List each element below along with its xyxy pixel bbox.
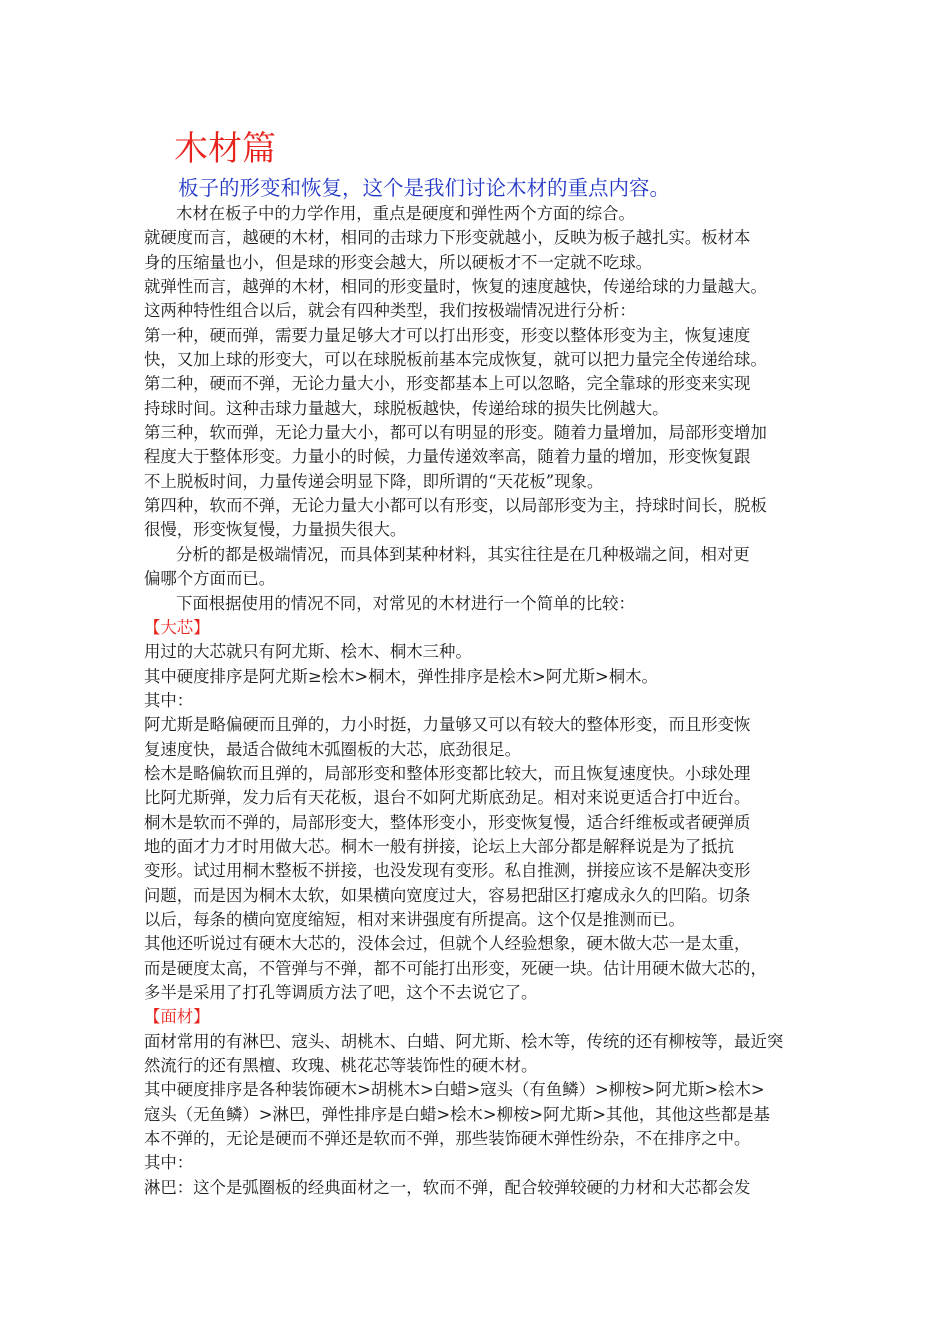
paragraph-line: 桧木是略偏软而且弹的，局部形变和整体形变都比较大，而且恢复速度快。小球处理	[144, 763, 751, 783]
paragraph-line: 比阿尤斯弹，发力后有天花板，退台不如阿尤斯底劲足。相对来说更适合打中近台。	[144, 788, 751, 808]
page-title: 木材篇	[174, 129, 276, 169]
paragraph-line: 变形。试过用桐木整板不拼接，也没发现有变形。私自推测，拼接应该不是解决变形	[144, 861, 751, 881]
paragraph-line: 第三种，软而弹，无论力量大小，都可以有明显的形变。随着力量增加，局部形变增加	[144, 423, 767, 443]
paragraph-line: 持球时间。这种击球力量越大，球脱板越快，传递给球的损失比例越大。	[144, 398, 669, 418]
paragraph-line: 这两种特性组合以后，就会有四种类型，我们按极端情况进行分析：	[144, 301, 636, 321]
section-heading-face: 【面材】	[144, 1007, 210, 1027]
paragraph-line: 第四种，软而不弹，无论力量大小都可以有形变，以局部形变为主，持球时间长，脱板	[144, 496, 767, 516]
paragraph-line: 其中硬度排序是阿尤斯≥桧木>桐木，弹性排序是桧木>阿尤斯>桐木。	[144, 666, 658, 686]
paragraph-line: 用过的大芯就只有阿尤斯、桧木、桐木三种。	[144, 642, 472, 662]
paragraph-line: 第一种，硬而弹，需要力量足够大才可以打出形变，形变以整体形变为主，恢复速度	[144, 325, 751, 345]
paragraph-line: 木材在板子中的力学作用，重点是硬度和弹性两个方面的综合。	[176, 204, 635, 223]
paragraph-line: 其中：	[144, 690, 194, 710]
paragraph-line: 面材常用的有淋巴、寇头、胡桃木、白蜡、阿尤斯、桧木等，传统的还有柳桉等，最近突	[144, 1031, 784, 1051]
paragraph-line: 快，又加上球的形变大，可以在球脱板前基本完成恢复，就可以把力量完全传递给球。	[144, 350, 767, 370]
paragraph-line: 其他还听说过有硬木大芯的，没体会过，但就个人经验想象，硬木做大芯一是太重，	[144, 934, 751, 954]
paragraph-line: 就弹性而言，越弹的木材，相同的形变量时，恢复的速度越快，传递给球的力量越大。	[144, 277, 767, 297]
paragraph-line: 而是硬度太高，不管弹与不弹，都不可能打出形变，死硬一块。估计用硬木做大芯的，	[144, 958, 767, 978]
section-heading-core: 【大芯】	[144, 617, 210, 637]
paragraph-line: 复速度快，最适合做纯木弧圈板的大芯，底劲很足。	[144, 739, 521, 759]
paragraph-line: 分析的都是极端情况，而具体到某种材料，其实往往是在几种极端之间，相对更	[176, 544, 750, 564]
paragraph-line: 以后，每条的横向宽度缩短，相对来讲强度有所提高。这个仅是推测而已。	[144, 909, 685, 929]
paragraph-line: 不上脱板时间，力量传递会明显下降，即所谓的“天花板”现象。	[144, 471, 604, 491]
paragraph-line: 问题，而是因为桐木太软，如果横向宽度过大，容易把甜区打瘪成永久的凹陷。切条	[144, 885, 751, 905]
paragraph-line: 下面根据使用的情况不同，对常见的木材进行一个简单的比较：	[176, 593, 635, 613]
paragraph-line: 地的面才力才时用做大芯。桐木一般有拼接，论坛上大部分都是解释说是为了抵抗	[144, 836, 735, 856]
paragraph-line: 其中硬度排序是各种装饰硬木>胡桃木>白蜡>寇头（有鱼鳞）>柳桉>阿尤斯>桧木>	[144, 1080, 765, 1100]
paragraph-line: 偏哪个方面而已。	[144, 569, 276, 589]
paragraph-line: 淋巴：这个是弧圈板的经典面材之一，软而不弹，配合较弹较硬的力材和大芯都会发	[144, 1177, 751, 1197]
paragraph-line: 寇头（无鱼鳞）>淋巴，弹性排序是白蜡>桧木>柳桉>阿尤斯>其他，其他这些都是基	[144, 1104, 770, 1124]
paragraph-line: 程度大于整体形变。力量小的时候，力量传递效率高，随着力量的增加，形变恢复跟	[144, 447, 751, 467]
paragraph-line: 就硬度而言，越硬的木材，相同的击球力下形变就越小，反映为板子越扎实。板材本	[144, 228, 751, 248]
document-body	[144, 202, 819, 1200]
paragraph-line: 很慢，形变恢复慢，力量损失很大。	[144, 520, 407, 540]
section-subtitle: 板子的形变和恢复，这个是我们讨论木材的重点内容。	[178, 176, 670, 200]
paragraph-line: 桐木是软而不弹的，局部形变大，整体形变小，形变恢复慢，适合纤维板或者硬弹质	[144, 812, 751, 832]
paragraph-line: 阿尤斯是略偏硬而且弹的，力小时挺，力量够又可以有较大的整体形变，而且形变恢	[144, 715, 751, 735]
paragraph-line: 然流行的还有黑檀、玫瑰、桃花芯等装饰性的硬木材。	[144, 1056, 538, 1076]
paragraph-line: 第二种，硬而不弹，无论力量大小，形变都基本上可以忽略，完全靠球的形变来实现	[144, 374, 751, 394]
paragraph-line: 多半是采用了打孔等调质方法了吧，这个不去说它了。	[144, 983, 538, 1002]
paragraph-line: 本不弹的，无论是硬而不弹还是软而不弹，那些装饰硬木弹性纷杂，不在排序之中。	[144, 1129, 751, 1149]
paragraph-line: 其中：	[144, 1153, 194, 1173]
paragraph-line: 身的压缩量也小，但是球的形变会越大，所以硬板才不一定就不吃球。	[144, 252, 653, 272]
